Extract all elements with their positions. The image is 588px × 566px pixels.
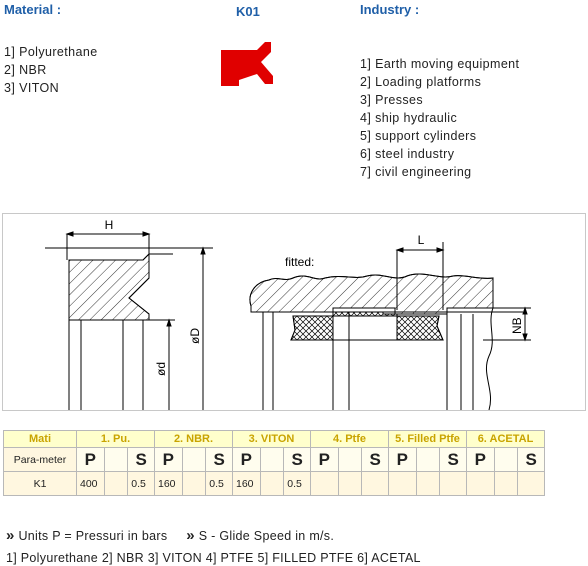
material-header: Material : <box>4 2 62 17</box>
header-cell: 6. ACETAL <box>467 431 545 448</box>
dimension-h-label: H <box>104 218 114 232</box>
table-cell <box>260 448 284 472</box>
dimension-nb-label: NB <box>510 317 524 334</box>
inner-diameter-label: ød <box>154 361 168 376</box>
table-cell <box>518 472 545 496</box>
table-row <box>4 448 545 472</box>
dimension-l-label: L <box>417 233 425 247</box>
industry-item: 6] steel industry <box>360 147 455 161</box>
s-cell: S <box>206 448 233 472</box>
table-cell <box>494 472 518 496</box>
table-cell <box>311 472 339 496</box>
table-cell <box>182 472 206 496</box>
table-cell <box>104 472 128 496</box>
industry-list <box>360 55 519 181</box>
seal-drawing <box>3 214 585 410</box>
table-cell <box>389 472 417 496</box>
chevron-right-icon: » <box>6 527 15 544</box>
technical-drawing <box>2 213 586 411</box>
industry-item: 5] support cylinders <box>360 129 477 143</box>
p-cell: P <box>233 448 261 472</box>
seal-profile-icon <box>219 40 273 88</box>
units-note <box>6 527 334 544</box>
p-cell: P <box>311 448 339 472</box>
header-cell: 5. Filled Ptfe <box>389 431 467 448</box>
p-cell: P <box>77 448 105 472</box>
industry-item: 4] ship hydraulic <box>360 111 458 125</box>
material-item: 2] NBR <box>4 63 47 77</box>
s-cell: S <box>440 448 467 472</box>
p-cell: P <box>389 448 417 472</box>
industry-item: 7] civil engineering <box>360 165 472 179</box>
s-cell: S <box>362 448 389 472</box>
table-cell: 400 <box>77 472 105 496</box>
material-legend: 1] Polyurethane 2] NBR 3] VITON 4] PTFE 5] FILLED PTFE 6] ACETAL <box>6 551 421 565</box>
table-row <box>4 472 545 496</box>
table-cell <box>182 448 206 472</box>
units-s-text: S - Glide Speed in m/s. <box>198 529 335 543</box>
product-code: K01 <box>236 4 260 19</box>
table-cell <box>494 448 518 472</box>
material-item: 1] Polyurethane <box>4 45 98 59</box>
chevron-right-icon: » <box>186 527 195 544</box>
industry-header: Industry : <box>360 2 420 17</box>
outer-diameter-label: øD <box>188 328 202 344</box>
header-cell: 4. Ptfe <box>311 431 389 448</box>
table-cell <box>440 472 467 496</box>
s-cell: S <box>284 448 311 472</box>
spec-table <box>3 430 545 496</box>
table-cell: 0.5 <box>284 472 311 496</box>
table-cell <box>467 472 495 496</box>
fitted-label: fitted: <box>285 255 315 269</box>
p-cell: P <box>155 448 183 472</box>
table-cell: 160 <box>155 472 183 496</box>
table-cell: 0.5 <box>206 472 233 496</box>
industry-item: 3] Presses <box>360 93 424 107</box>
units-p-text: Units P = Pressuri in bars <box>18 529 168 543</box>
table-cell: 160 <box>233 472 261 496</box>
table-cell: 0.5 <box>128 472 155 496</box>
table-header-row <box>4 431 545 448</box>
header-cell: 1. Pu. <box>77 431 155 448</box>
seal-cross-section <box>45 232 213 410</box>
table-cell <box>260 472 284 496</box>
param-label: Para-meter <box>4 448 77 472</box>
industry-item: 2] Loading platforms <box>360 75 482 89</box>
table-cell <box>416 448 440 472</box>
row-label: K1 <box>4 472 77 496</box>
p-cell: P <box>467 448 495 472</box>
table-cell <box>416 472 440 496</box>
table-cell <box>362 472 389 496</box>
table-cell <box>104 448 128 472</box>
s-cell: S <box>518 448 545 472</box>
header-cell: Mati <box>4 431 77 448</box>
material-list <box>4 43 98 97</box>
industry-item: 1] Earth moving equipment <box>360 57 520 71</box>
material-item: 3] VITON <box>4 81 60 95</box>
table-cell <box>338 448 362 472</box>
s-cell: S <box>128 448 155 472</box>
header-cell: 3. VITON <box>233 431 311 448</box>
table-cell <box>338 472 362 496</box>
header-cell: 2. NBR. <box>155 431 233 448</box>
